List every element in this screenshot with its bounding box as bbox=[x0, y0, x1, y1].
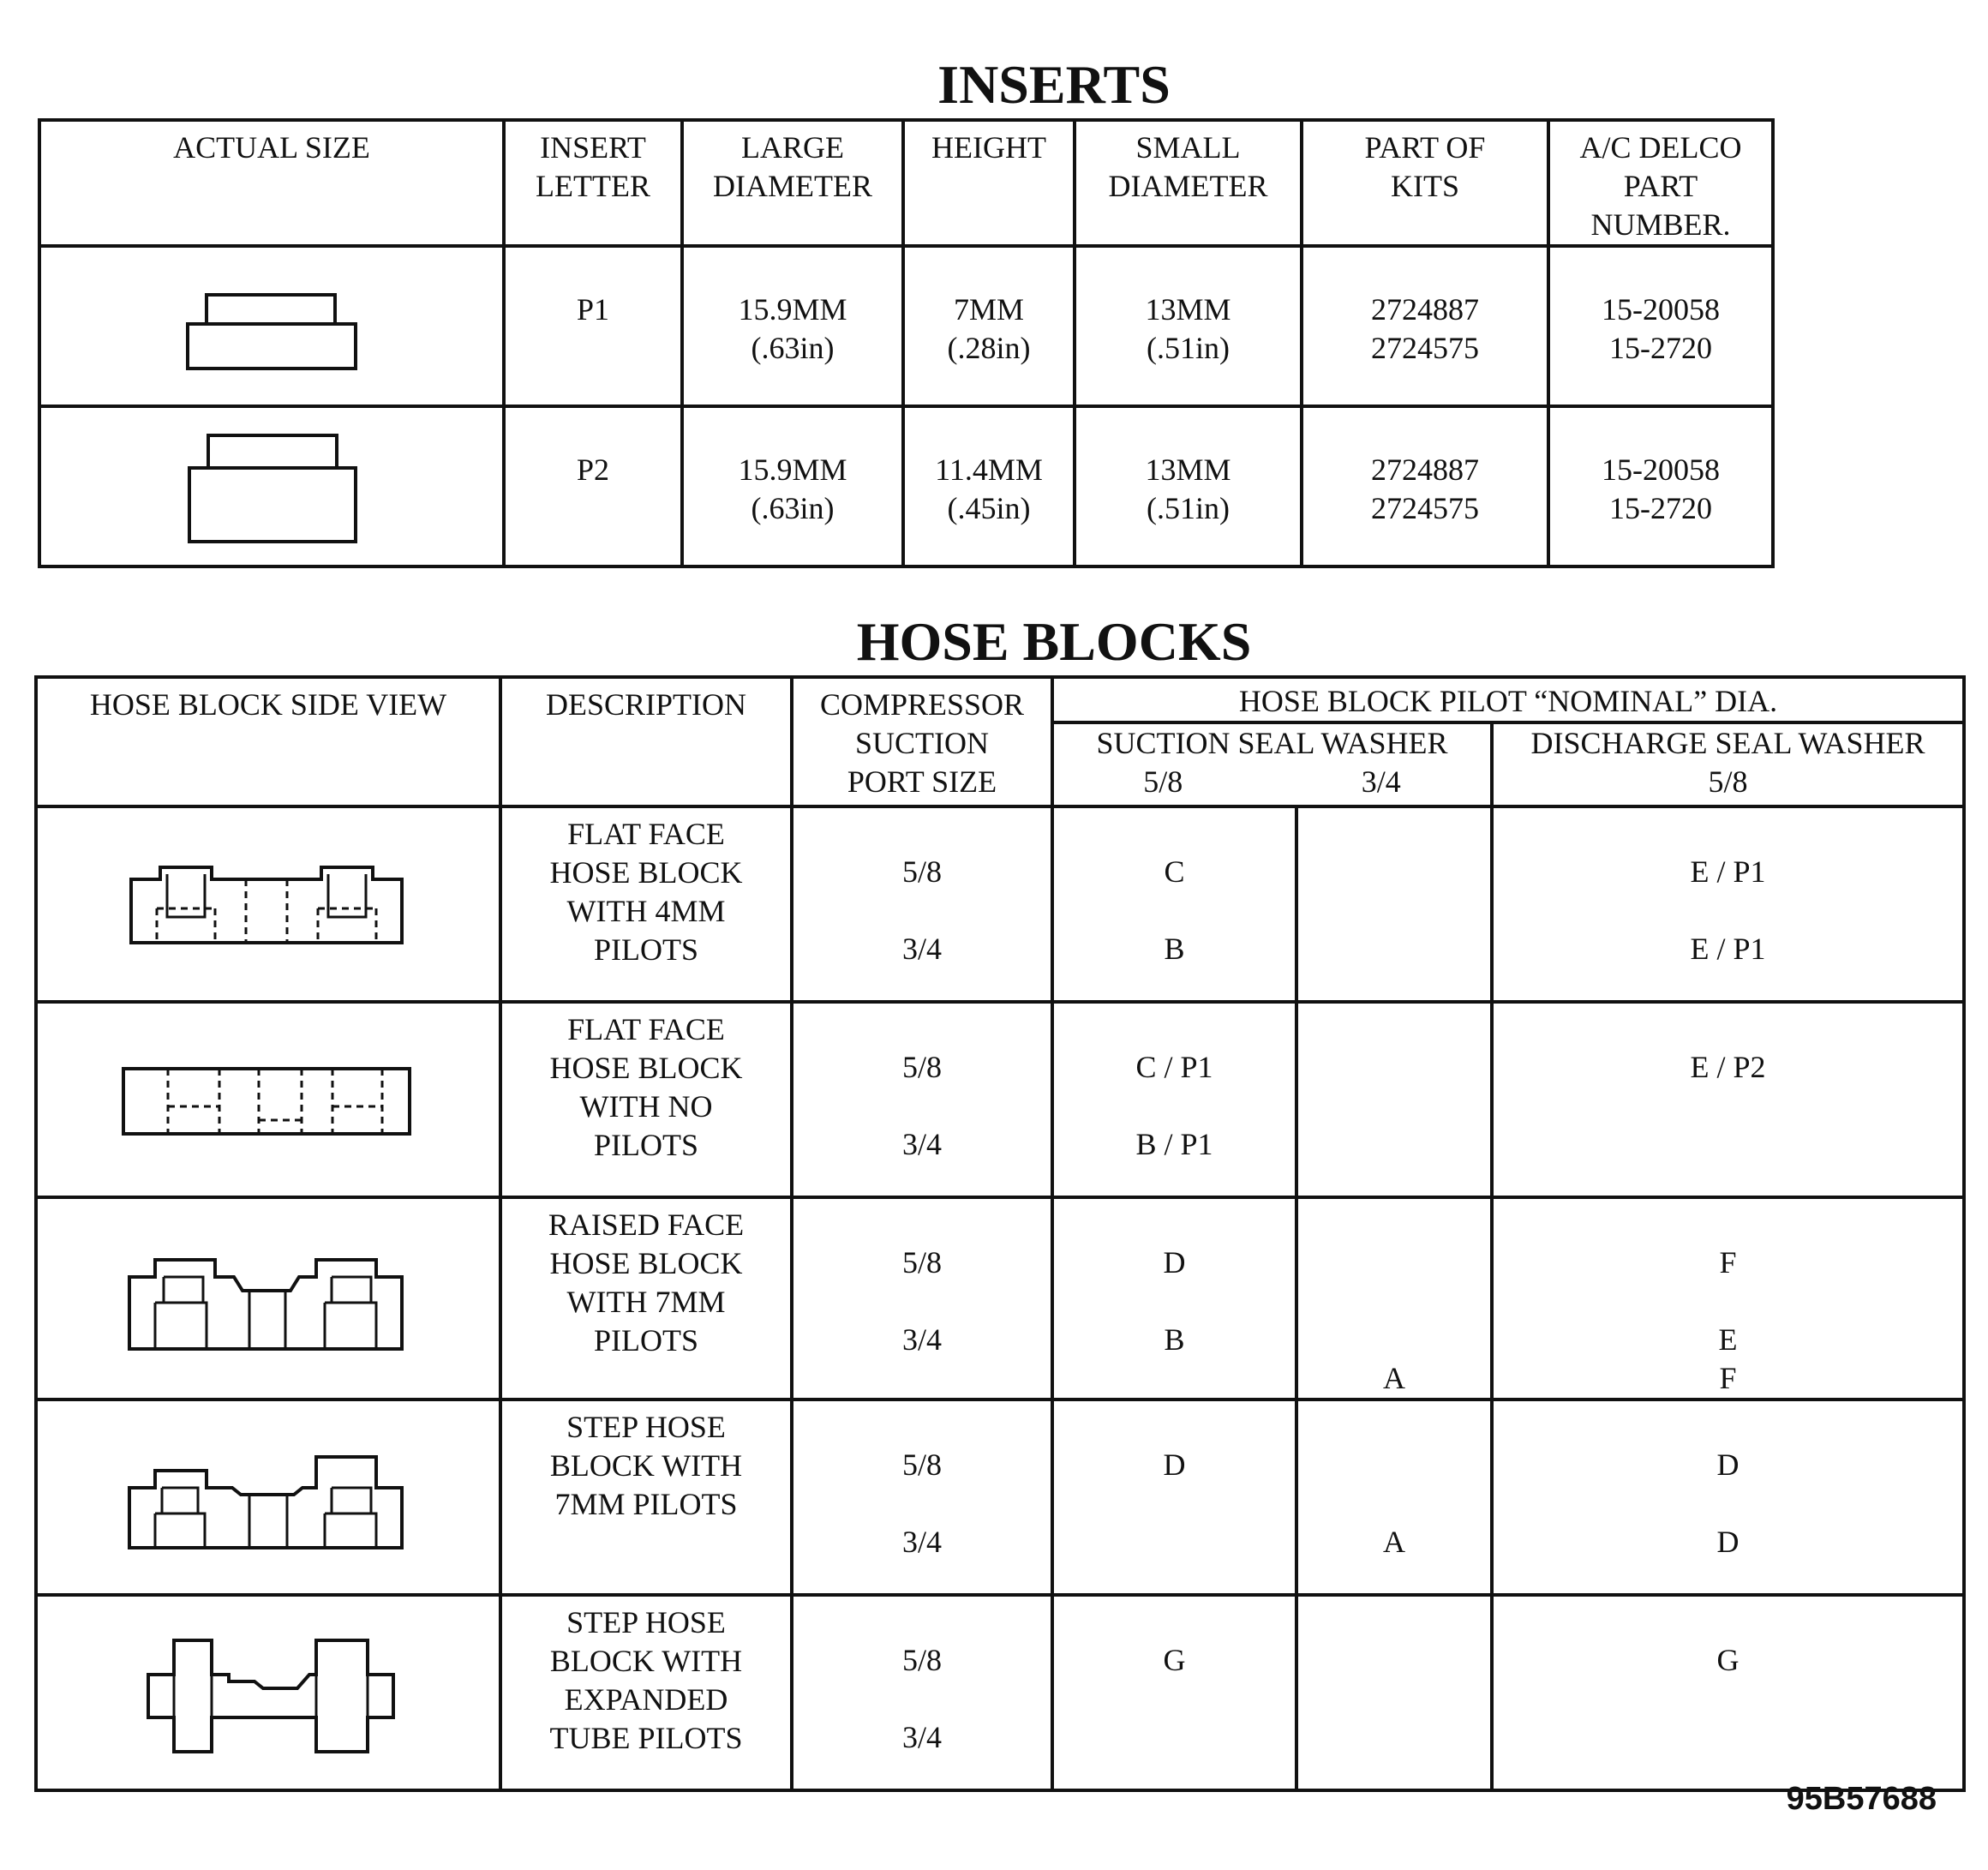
description-text: FLAT FACE bbox=[567, 1012, 725, 1046]
description-text: WITH 4MM bbox=[566, 894, 726, 928]
header-text: PART bbox=[1623, 169, 1698, 203]
value-text bbox=[1494, 891, 1962, 930]
header-text: NUMBER. bbox=[1590, 207, 1731, 242]
description-text: PILOTS bbox=[593, 932, 698, 967]
value-text: E / P2 bbox=[1690, 1050, 1766, 1084]
discharge-58-cell bbox=[1492, 1595, 1964, 1790]
value-text: (.51in) bbox=[1147, 331, 1230, 365]
value-text bbox=[1054, 1282, 1295, 1321]
col-header-suction-washer bbox=[1052, 722, 1492, 806]
kits-cell bbox=[1302, 246, 1548, 406]
value-text: G bbox=[1716, 1643, 1740, 1677]
value-text: 15.9MM bbox=[738, 292, 847, 327]
value-text: G bbox=[1163, 1643, 1186, 1677]
hose-row-raised-face-7mm bbox=[36, 1197, 1964, 1400]
col-header-part-of-kits bbox=[1302, 120, 1548, 246]
hose-blocks-title: HOSE BLOCKS bbox=[856, 611, 1252, 672]
suction-58-cell bbox=[1052, 1595, 1296, 1790]
description-text: EXPANDED bbox=[564, 1682, 728, 1717]
value-text bbox=[1054, 891, 1295, 930]
value-text bbox=[1494, 1603, 1962, 1641]
hose-row-flat-face-no-pilots bbox=[36, 1002, 1964, 1197]
value-text bbox=[1494, 1010, 1962, 1048]
value-text: 2724575 bbox=[1371, 491, 1479, 525]
value-text bbox=[1054, 1603, 1295, 1641]
col-header-large-diameter bbox=[682, 120, 903, 246]
value-text: 15-20058 bbox=[1602, 453, 1720, 487]
inserts-table bbox=[38, 118, 1775, 568]
spacer bbox=[1298, 1205, 1490, 1359]
header-text: SUCTION SEAL WASHER bbox=[1096, 726, 1448, 760]
suction-34-cell bbox=[1296, 1400, 1492, 1595]
header-text: LETTER bbox=[536, 169, 650, 203]
suction-58-cell bbox=[1052, 1400, 1296, 1595]
value-text: 5/8 bbox=[901, 1245, 942, 1280]
suction-34-cell bbox=[1296, 1595, 1492, 1790]
description-text: HOSE BLOCK bbox=[549, 1051, 743, 1085]
description-text: STEP HOSE bbox=[566, 1410, 726, 1444]
insert-letter-cell bbox=[504, 406, 682, 566]
insert-letter: P2 bbox=[576, 453, 610, 487]
port-size-cell bbox=[792, 1595, 1052, 1790]
description-cell bbox=[500, 1595, 792, 1790]
description-text: BLOCK WITH bbox=[549, 1644, 743, 1678]
side-view-cell bbox=[36, 1002, 500, 1197]
header-text: SMALL bbox=[1135, 130, 1241, 165]
value-text bbox=[1054, 1205, 1295, 1244]
discharge-58-cell bbox=[1492, 806, 1964, 1002]
value-text: D bbox=[1716, 1447, 1740, 1482]
discharge-58-cell bbox=[1492, 1197, 1964, 1400]
hose-row-step-expanded-tube bbox=[36, 1595, 1964, 1790]
value-text bbox=[1494, 1407, 1962, 1446]
col-header-small-diameter bbox=[1075, 120, 1302, 246]
col-header-compressor bbox=[792, 677, 1052, 806]
hose-blocks-table bbox=[34, 675, 1966, 1792]
insert-letter: P1 bbox=[576, 292, 610, 327]
small-diameter-cell bbox=[1075, 406, 1302, 566]
actual-size-cell bbox=[39, 246, 504, 406]
value-text: (.45in) bbox=[947, 491, 1031, 525]
header-text: ACTUAL SIZE bbox=[173, 130, 370, 165]
discharge-58-cell bbox=[1492, 1002, 1964, 1197]
side-view-cell bbox=[36, 1400, 500, 1595]
col-header-pilot-group bbox=[1052, 677, 1964, 722]
hose-header-row-1 bbox=[36, 677, 1964, 722]
header-text: KITS bbox=[1391, 169, 1459, 203]
description-text: BLOCK WITH bbox=[549, 1448, 743, 1483]
value-text: 7MM bbox=[953, 292, 1025, 327]
description-text: FLAT FACE bbox=[567, 817, 725, 851]
suction-58-cell bbox=[1052, 1197, 1296, 1400]
value-text: 3/4 bbox=[901, 1127, 942, 1161]
value-text: 5/8 bbox=[901, 1447, 942, 1482]
suction-34-cell bbox=[1296, 1197, 1492, 1400]
suction-size-pair bbox=[1054, 763, 1490, 801]
value-text: (.63in) bbox=[751, 491, 835, 525]
col-header-ac-delco bbox=[1548, 120, 1773, 246]
value-text: A bbox=[1383, 1361, 1405, 1395]
side-view-cell bbox=[36, 806, 500, 1002]
header-text: HOSE BLOCK SIDE VIEW bbox=[89, 687, 447, 722]
value-text: 2724887 bbox=[1371, 292, 1479, 327]
header-text: DIAMETER bbox=[713, 169, 872, 203]
col-header-discharge-washer bbox=[1492, 722, 1964, 806]
header-text: HOSE BLOCK PILOT “NOMINAL” DIA. bbox=[1238, 684, 1778, 718]
description-text: HOSE BLOCK bbox=[549, 855, 743, 890]
value-text: E bbox=[1718, 1322, 1738, 1357]
insert-row-p2 bbox=[39, 406, 1773, 566]
header-text: INSERT bbox=[540, 130, 646, 165]
side-view-cell bbox=[36, 1595, 500, 1790]
suction-58-cell bbox=[1052, 806, 1296, 1002]
value-text bbox=[793, 1680, 1051, 1718]
value-text bbox=[793, 1205, 1051, 1244]
port-size-cell bbox=[792, 806, 1052, 1002]
value-text: 5/8 bbox=[901, 854, 942, 889]
header-text: SUCTION bbox=[854, 726, 989, 760]
value-text: C bbox=[1164, 854, 1185, 889]
value-text: B bbox=[1164, 1322, 1185, 1357]
side-view-cell bbox=[36, 1197, 500, 1400]
header-text: LARGE bbox=[741, 130, 844, 165]
value-text bbox=[793, 1484, 1051, 1523]
description-text: HOSE BLOCK bbox=[549, 1246, 743, 1280]
value-text: 3/4 bbox=[901, 1322, 942, 1357]
port-size-cell bbox=[792, 1400, 1052, 1595]
header-text: HEIGHT bbox=[931, 130, 1046, 165]
value-text bbox=[793, 1087, 1051, 1125]
hose-row-step-7mm bbox=[36, 1400, 1964, 1595]
header-text: 5/8 bbox=[1143, 764, 1183, 799]
value-text: 5/8 bbox=[901, 1643, 942, 1677]
header-text: 5/8 bbox=[1708, 764, 1748, 799]
value-text: 2724887 bbox=[1371, 453, 1479, 487]
part-number-cell bbox=[1548, 246, 1773, 406]
description-text: STEP HOSE bbox=[566, 1605, 726, 1639]
col-header-insert-letter bbox=[504, 120, 682, 246]
insert-p1-outline-icon bbox=[177, 279, 366, 374]
description-text: WITH NO bbox=[579, 1089, 713, 1124]
port-size-cell bbox=[792, 1197, 1052, 1400]
header-text: 3/4 bbox=[1361, 764, 1401, 799]
step-7mm-pilots-block-icon bbox=[123, 1441, 414, 1553]
flat-face-no-pilots-block-icon bbox=[118, 1057, 418, 1142]
header-text: DIAMETER bbox=[1108, 169, 1268, 203]
inserts-header-row bbox=[39, 120, 1773, 246]
value-text bbox=[1494, 1484, 1962, 1523]
value-text bbox=[1494, 1205, 1962, 1244]
value-text: 3/4 bbox=[901, 1720, 942, 1754]
value-text: B / P1 bbox=[1135, 1127, 1213, 1161]
value-text: (.51in) bbox=[1147, 491, 1230, 525]
value-text bbox=[1054, 1087, 1295, 1125]
value-text bbox=[1494, 1282, 1962, 1321]
description-text: PILOTS bbox=[593, 1128, 698, 1162]
value-text: 13MM bbox=[1145, 453, 1231, 487]
description-text: WITH 7MM bbox=[566, 1285, 726, 1319]
value-text bbox=[793, 1603, 1051, 1641]
description-cell bbox=[500, 1002, 792, 1197]
header-text: A/C DELCO bbox=[1579, 130, 1742, 165]
value-text: (.63in) bbox=[751, 331, 835, 365]
header-text: PART OF bbox=[1364, 130, 1486, 165]
value-text: F bbox=[1719, 1245, 1737, 1280]
header-text: PORT SIZE bbox=[847, 764, 997, 799]
small-diameter-cell bbox=[1075, 246, 1302, 406]
value-text: D bbox=[1163, 1245, 1186, 1280]
col-header-side-view bbox=[36, 677, 500, 806]
value-text: 3/4 bbox=[901, 932, 942, 966]
value-text: D bbox=[1716, 1525, 1740, 1559]
description-cell bbox=[500, 806, 792, 1002]
value-text: 15-2720 bbox=[1609, 331, 1712, 365]
value-text bbox=[793, 1407, 1051, 1446]
insert-p2-outline-icon bbox=[177, 427, 366, 547]
col-header-description bbox=[500, 677, 792, 806]
flat-face-4mm-pilots-block-icon bbox=[123, 857, 414, 951]
description-text: PILOTS bbox=[593, 1323, 698, 1358]
spacer bbox=[1298, 1407, 1490, 1523]
inserts-title: INSERTS bbox=[937, 54, 1171, 115]
value-text: (.28in) bbox=[947, 331, 1031, 365]
value-text: D bbox=[1163, 1447, 1186, 1482]
part-number-cell bbox=[1548, 406, 1773, 566]
header-text: DISCHARGE SEAL WASHER bbox=[1530, 726, 1925, 760]
discharge-58-cell bbox=[1492, 1400, 1964, 1595]
value-text: F bbox=[1719, 1361, 1737, 1395]
value-text: 15-2720 bbox=[1609, 491, 1712, 525]
value-text: 5/8 bbox=[901, 1050, 942, 1084]
header-text: COMPRESSOR bbox=[819, 687, 1025, 722]
insert-letter-cell bbox=[504, 246, 682, 406]
port-size-cell bbox=[792, 1002, 1052, 1197]
suction-34-cell bbox=[1296, 1002, 1492, 1197]
raised-face-7mm-pilots-block-icon bbox=[123, 1243, 414, 1354]
value-text bbox=[1054, 1407, 1295, 1446]
suction-34-cell bbox=[1296, 806, 1492, 1002]
large-diameter-cell bbox=[682, 406, 903, 566]
header-text: DESCRIPTION bbox=[545, 687, 747, 722]
description-text: 7MM PILOTS bbox=[554, 1487, 738, 1521]
value-text: B bbox=[1164, 932, 1185, 966]
figure-reference-code: 95B57688 bbox=[1786, 1781, 1937, 1817]
value-text bbox=[793, 1010, 1051, 1048]
description-text: TUBE PILOTS bbox=[549, 1721, 743, 1755]
value-text: 15-20058 bbox=[1602, 292, 1720, 327]
height-cell bbox=[903, 406, 1075, 566]
value-text bbox=[793, 891, 1051, 930]
value-text: A bbox=[1383, 1525, 1405, 1559]
col-header-actual-size bbox=[39, 120, 504, 246]
value-text bbox=[793, 1282, 1051, 1321]
hose-row-flat-face-4mm bbox=[36, 806, 1964, 1002]
value-text: 2724575 bbox=[1371, 331, 1479, 365]
col-header-height bbox=[903, 120, 1075, 246]
value-text bbox=[1054, 1010, 1295, 1048]
value-text: E / P1 bbox=[1690, 932, 1766, 966]
value-text: 3/4 bbox=[901, 1525, 942, 1559]
description-cell bbox=[500, 1400, 792, 1595]
description-text: RAISED FACE bbox=[548, 1208, 745, 1242]
suction-58-cell bbox=[1052, 1002, 1296, 1197]
actual-size-cell bbox=[39, 406, 504, 566]
description-cell bbox=[500, 1197, 792, 1400]
value-text: 15.9MM bbox=[738, 453, 847, 487]
kits-cell bbox=[1302, 406, 1548, 566]
value-text: E / P1 bbox=[1690, 854, 1766, 889]
value-text: 13MM bbox=[1145, 292, 1231, 327]
insert-row-p1 bbox=[39, 246, 1773, 406]
value-text: C / P1 bbox=[1135, 1050, 1213, 1084]
large-diameter-cell bbox=[682, 246, 903, 406]
step-expanded-tube-pilots-block-icon bbox=[123, 1628, 414, 1757]
value-text: 11.4MM bbox=[935, 453, 1043, 487]
height-cell bbox=[903, 246, 1075, 406]
